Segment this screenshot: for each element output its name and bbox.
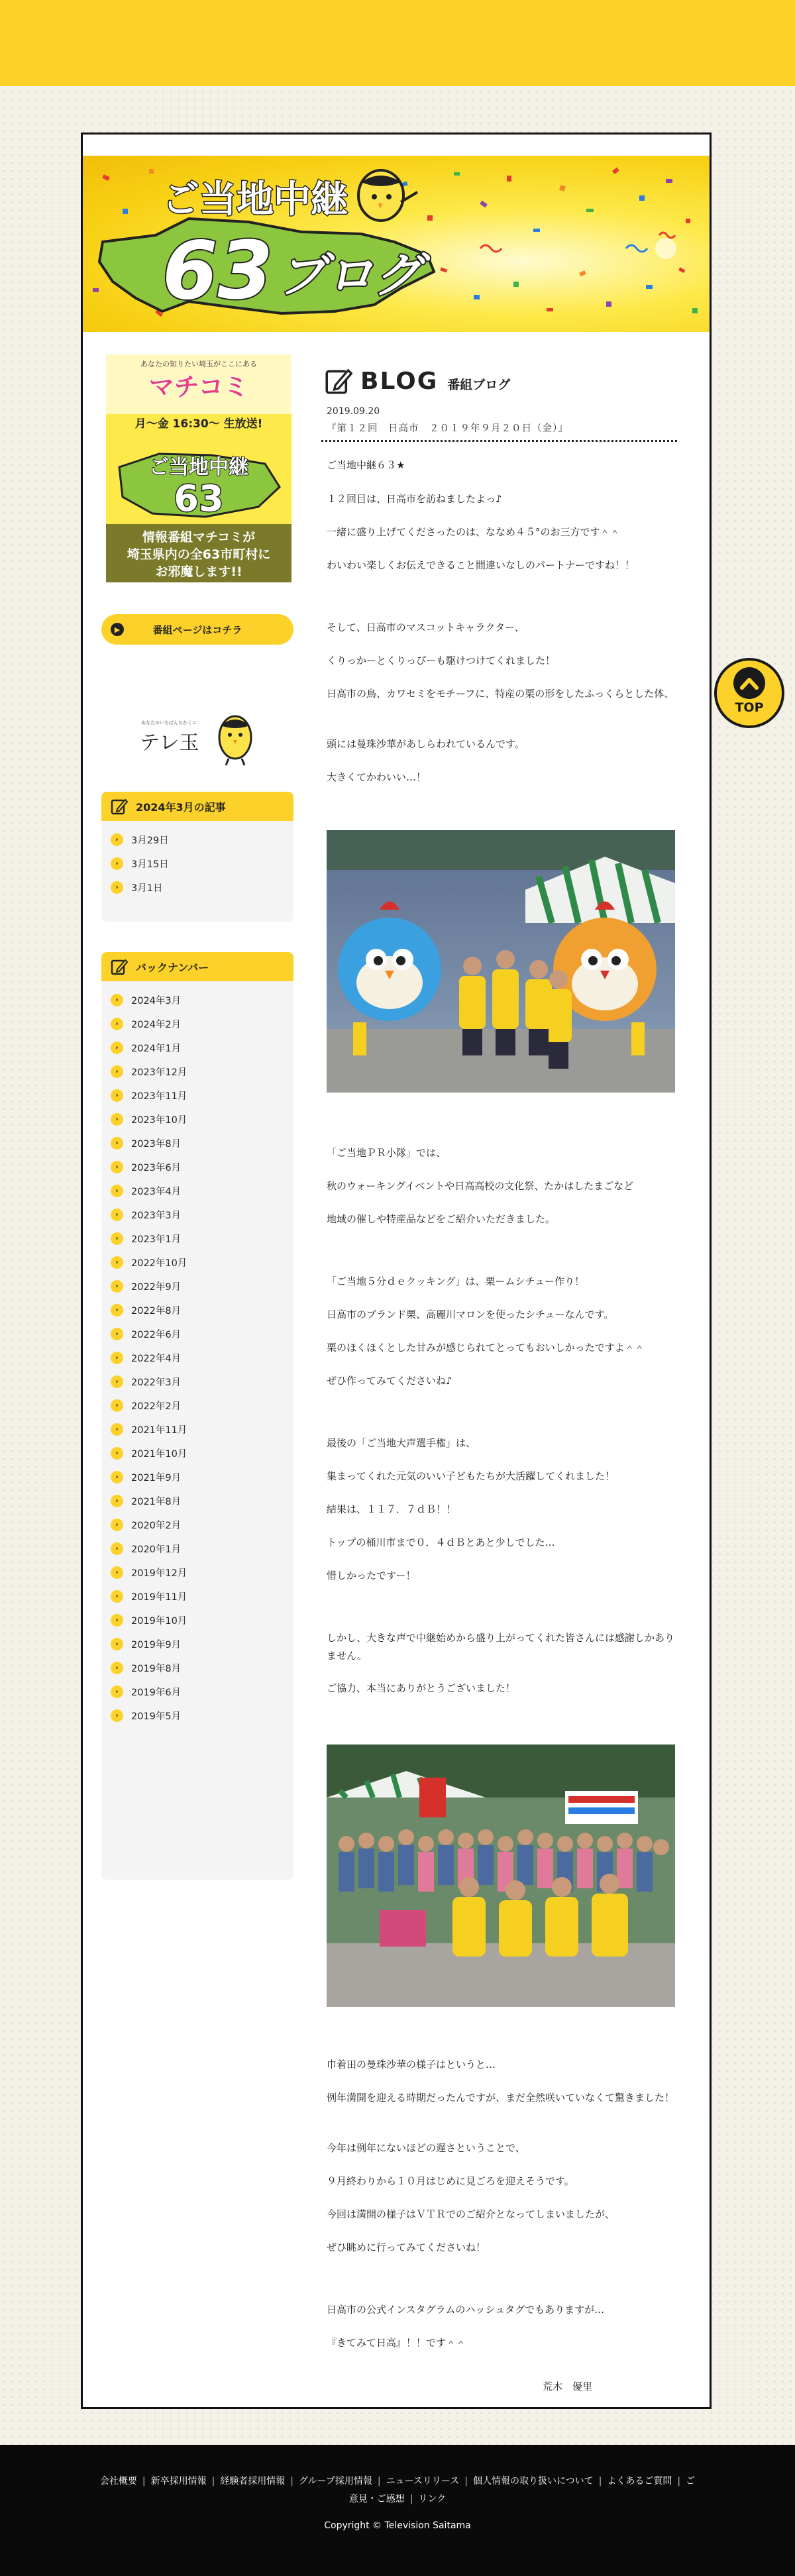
paragraph: 今年は例年にないほどの遅さということで、 — [327, 2142, 525, 2154]
paragraph: そして、日高市のマスコットキャラクター、 — [327, 621, 525, 633]
latest-articles-heading — [101, 792, 293, 821]
archive-link[interactable] — [101, 1226, 293, 1250]
archive-link[interactable] — [101, 1131, 293, 1155]
archive-link[interactable] — [101, 988, 293, 1012]
archive-link-label: 3月29日 — [131, 835, 169, 846]
archive-link[interactable] — [101, 851, 293, 875]
archive-link[interactable] — [101, 1274, 293, 1298]
chevron-right-icon: › — [111, 881, 123, 894]
program-page-link[interactable] — [101, 614, 293, 645]
pen-icon — [111, 958, 128, 975]
archive-link-label: 2023年12月 — [131, 1067, 187, 1078]
archive-link-label: 2022年2月 — [131, 1401, 182, 1412]
archive-link-label: 2022年6月 — [131, 1329, 182, 1340]
chevron-right-icon: › — [111, 1638, 123, 1650]
archive-link-label: 2020年2月 — [131, 1520, 182, 1531]
archive-link-label: 2019年8月 — [131, 1663, 182, 1674]
archive-link[interactable] — [101, 1012, 293, 1036]
archive-link-label: 2023年3月 — [131, 1210, 182, 1221]
backnumber-heading — [101, 952, 293, 981]
chevron-right-icon: ▶ — [111, 623, 124, 636]
paragraph: 日高市の公式インスタグラムのハッシュタグでもありますが… — [327, 2304, 605, 2316]
footer-separator: | — [142, 2476, 146, 2487]
archive-link[interactable] — [101, 1059, 293, 1083]
archive-link[interactable] — [101, 1560, 293, 1584]
paragraph: 『きてみて日高』！！です＾＾ — [327, 2337, 466, 2349]
paragraph: しかし、大きな声で中継始めから盛り上がってくれた皆さんには感謝しかありません。 — [327, 1632, 675, 1662]
paragraph: わいわい楽しくお伝えできること間違いなしのパートナーですね！！ — [327, 559, 635, 571]
paragraph: 惜しかったですー！ — [327, 1570, 416, 1582]
chevron-right-icon: › — [111, 833, 123, 846]
chevron-right-icon: › — [111, 1662, 123, 1674]
chevron-right-icon: › — [111, 1256, 123, 1269]
archive-link-label: 2023年10月 — [131, 1114, 187, 1126]
program-link-label: 番組ページはコチラ — [152, 623, 242, 636]
archive-link[interactable] — [101, 1608, 293, 1632]
blog-heading-subtitle: 番組ブログ — [447, 377, 511, 392]
archive-link-label: 2021年8月 — [131, 1496, 182, 1507]
chevron-right-icon: › — [111, 1065, 123, 1078]
footer-separator: | — [598, 2476, 602, 2487]
footer-separator: | — [677, 2476, 681, 2487]
archive-link[interactable] — [101, 828, 293, 851]
paragraph: 集まってくれた元気のいい子どもたちが大活躍してくれました！ — [327, 1470, 615, 1482]
archive-link-label: 2019年9月 — [131, 1639, 182, 1650]
paragraph: 地域の催しや特産品などをご紹介いただきました。 — [327, 1213, 556, 1225]
paragraph: １２回目は、日高市を訪ねましたよっ♪ — [327, 493, 502, 505]
archive-link-label: 2021年11月 — [131, 1424, 187, 1436]
backnumber-list — [101, 981, 293, 1727]
banner-logo-line1: ご当地中継 — [162, 178, 348, 221]
paragraph: 一緒に盛り上げてくださったのは、ななめ４５°のお三方です＾＾ — [327, 526, 620, 538]
paragraph: 秋のウォーキングイベントや日高高校の文化祭、たかはしたまごなど — [327, 1180, 634, 1192]
archive-link[interactable] — [101, 1536, 293, 1560]
promo-message-line2: 埼玉県内の全63市町村に — [127, 547, 271, 562]
chevron-right-icon: › — [111, 1542, 123, 1555]
promo-corner-number: 63 — [174, 478, 224, 519]
back-to-top-button[interactable] — [714, 658, 784, 728]
copyright: Copyright © Television Saitama — [324, 2520, 471, 2531]
chevron-right-icon: › — [111, 1709, 123, 1722]
archive-link[interactable] — [101, 1584, 293, 1608]
archive-link[interactable] — [101, 1632, 293, 1656]
archive-link[interactable] — [101, 1346, 293, 1369]
chevron-right-icon: › — [111, 1304, 123, 1316]
archive-link[interactable] — [101, 1393, 293, 1417]
archive-link-label: 2022年3月 — [131, 1377, 182, 1388]
chevron-right-icon: › — [111, 1375, 123, 1388]
archive-link[interactable] — [101, 1703, 293, 1727]
chevron-right-icon: › — [111, 857, 123, 870]
archive-link[interactable] — [101, 1179, 293, 1203]
archive-link[interactable] — [101, 1465, 293, 1489]
archive-link[interactable] — [101, 1036, 293, 1059]
archive-link[interactable] — [101, 1489, 293, 1513]
promo-message-line3: お邪魔します!! — [155, 564, 242, 579]
archive-link-label: 2022年8月 — [131, 1305, 182, 1316]
blog-heading-title: BLOG — [360, 367, 439, 395]
blog-banner — [83, 156, 710, 332]
archive-link-label: 2023年1月 — [131, 1234, 182, 1245]
paragraph: 栗のほくほくとした甘みが感じられてとってもおいしかったですよ＾＾ — [327, 1342, 645, 1354]
chevron-right-icon: › — [111, 1089, 123, 1102]
chevron-right-icon: › — [111, 1495, 123, 1507]
paragraph: 「ご当地５分ｄｅクッキング」は、栗ームシチュー作り！ — [327, 1275, 585, 1287]
archive-link-label: 2020年1月 — [131, 1544, 182, 1555]
paragraph: 例年満開を迎える時期だったんですが、まだ全然咲いていなくて驚きました！ — [327, 2092, 675, 2104]
paragraph: トップの桶川市まで０．４ｄＢとあと少しでした… — [327, 1536, 555, 1548]
archive-link[interactable] — [101, 1083, 293, 1107]
chevron-right-icon: › — [111, 1614, 123, 1627]
archive-link-label: 2019年6月 — [131, 1687, 182, 1698]
archive-link[interactable] — [101, 1680, 293, 1703]
archive-link-label: 2024年1月 — [131, 1043, 182, 1054]
archive-link[interactable] — [101, 1417, 293, 1441]
paragraph: 巾着田の曼珠沙華の様子はというと… — [327, 2059, 496, 2070]
footer-link[interactable]: ご意見・ご感想 — [348, 2476, 696, 2504]
latest-articles-box — [101, 792, 293, 922]
footer-links — [99, 2473, 696, 2508]
promo-message-line1: 情報番組マチコミが — [142, 530, 256, 545]
chevron-right-icon: › — [111, 1042, 123, 1054]
banner-logo-number: 63 — [162, 225, 273, 317]
chevron-right-icon: › — [111, 1423, 123, 1436]
teletama-brand-text: テレ玉 — [140, 731, 199, 755]
archive-link-label: 2019年11月 — [131, 1591, 187, 1603]
photo-mascots-with-guests — [327, 830, 675, 1093]
archive-link-label: 3月1日 — [131, 883, 163, 894]
chevron-right-icon: › — [111, 1590, 123, 1603]
paragraph: ９月終わりから１０月はじめに見ごろを迎えそうです。 — [327, 2175, 574, 2187]
footer-link[interactable]: グループ採用情報 — [299, 2476, 372, 2487]
backnumber-heading-text: バックナンバー — [136, 961, 209, 974]
chevron-right-icon: › — [111, 1280, 123, 1293]
chevron-right-icon: › — [111, 1208, 123, 1221]
archive-link-label: 2022年10月 — [131, 1258, 187, 1269]
archive-link-label: 3月15日 — [131, 859, 169, 870]
chevron-right-icon: › — [111, 1161, 123, 1173]
archive-link-label: 2023年11月 — [131, 1091, 187, 1102]
post-title: 『第１２回 日高市 ２０１９年９月２０日（金）』 — [327, 423, 568, 434]
paragraph: 日高市の鳥、カワセミをモチーフに、特産の栗の形をしたふっくらとした体、 — [327, 688, 674, 700]
blog-heading — [325, 365, 510, 397]
archive-link[interactable] — [101, 1441, 293, 1465]
post-date: 2019.09.20 — [327, 406, 380, 417]
chevron-right-icon: › — [111, 1471, 123, 1483]
latest-articles-list — [101, 821, 293, 899]
photo-crowd-group-shot — [327, 1744, 675, 2007]
paragraph: くりっかーとくりっぴーも駆けつけてくれました！ — [327, 655, 556, 667]
archive-link-label: 2023年8月 — [131, 1138, 182, 1150]
chevron-right-icon: › — [111, 1686, 123, 1698]
promo-corner-name: ご当地中継 — [149, 456, 248, 479]
footer-separator: | — [464, 2476, 468, 2487]
chevron-right-icon: › — [111, 1185, 123, 1197]
chevron-right-icon: › — [111, 1352, 123, 1364]
archive-link-label: 2021年10月 — [131, 1448, 187, 1460]
footer-link[interactable]: ニュースリリース — [386, 2476, 460, 2487]
archive-link[interactable] — [101, 1298, 293, 1322]
footer-link[interactable]: 新卒採用情報 — [150, 2476, 207, 2487]
chevron-right-icon: › — [111, 1137, 123, 1150]
archive-link-label: 2019年12月 — [131, 1568, 187, 1579]
chevron-right-icon: › — [111, 1232, 123, 1245]
archive-link-label: 2019年10月 — [131, 1615, 187, 1627]
promo-tagline: あなたの知りたい埼玉がここにある — [140, 360, 257, 368]
footer-link[interactable]: よくあるご質問 — [607, 2476, 672, 2487]
paragraph: ご当地中継６３★ — [327, 459, 405, 471]
archive-link[interactable] — [101, 1656, 293, 1680]
footer-link[interactable]: 会社概要 — [99, 2476, 137, 2487]
paragraph: 頭には曼珠沙華があしらわれているんです。 — [327, 738, 525, 750]
paragraph: 「ご当地ＰＲ小隊」では、 — [327, 1147, 447, 1159]
banner-logo-line2: ブログ — [278, 247, 422, 303]
chevron-right-icon: › — [111, 994, 123, 1006]
archive-link-label: 2024年3月 — [131, 995, 182, 1006]
paragraph: ぜひ眺めに行ってみてくださいね！ — [327, 2241, 486, 2253]
paragraph: ご協力、本当にありがとうございました！ — [327, 1682, 516, 1694]
archive-link-label: 2023年6月 — [131, 1162, 182, 1173]
mascot-bird-icon — [358, 170, 417, 221]
machikomi-promo-banner[interactable] — [106, 354, 292, 582]
chevron-right-icon: › — [111, 1447, 123, 1460]
backnumber-box — [101, 952, 293, 1880]
latest-heading-text: 2024年3月の記事 — [136, 800, 226, 814]
top-header-bar — [0, 0, 795, 86]
pen-icon — [325, 367, 352, 395]
site-footer — [0, 2445, 795, 2576]
footer-link[interactable]: 経験者採用情報 — [220, 2476, 286, 2487]
chevron-right-icon: › — [111, 1113, 123, 1126]
footer-link[interactable]: 個人情報の取り扱いについて — [472, 2476, 594, 2487]
teletama-small-text: あなたのいちばんちかくに — [141, 720, 197, 725]
archive-link[interactable] — [101, 1513, 293, 1536]
blog-frame — [81, 133, 712, 2409]
archive-link[interactable] — [101, 1369, 293, 1393]
chevron-right-icon: › — [111, 1018, 123, 1030]
archive-link-label: 2022年9月 — [131, 1281, 182, 1293]
archive-link-label: 2022年4月 — [131, 1353, 182, 1364]
paragraph: 日高市のブランド栗、高麗川マロンを使ったシチューなんです。 — [327, 1309, 614, 1320]
chevron-right-icon: › — [111, 1399, 123, 1412]
promo-schedule: 月〜金 16:30〜 生放送! — [134, 417, 263, 431]
chevron-right-icon: › — [111, 1566, 123, 1579]
teletama-mascot-icon — [219, 716, 251, 765]
paragraph: 最後の「ご当地大声選手権」は、 — [327, 1437, 476, 1449]
top-button-label: TOP — [735, 700, 764, 715]
archive-link-label: 2024年2月 — [131, 1019, 182, 1030]
paragraph: 今回は満開の様子はＶＴＲでのご紹介となってしまいましたが、 — [327, 2208, 615, 2220]
paragraph: 結果は、１１７．７ｄＢ！！ — [327, 1503, 456, 1515]
chevron-right-icon: › — [111, 1519, 123, 1531]
archive-link[interactable] — [101, 875, 293, 899]
footer-separator: | — [409, 2494, 413, 2504]
footer-separator: | — [290, 2476, 294, 2487]
title-divider — [321, 440, 677, 442]
chevron-right-icon: › — [111, 1328, 123, 1340]
footer-link[interactable]: リンク — [418, 2494, 447, 2504]
teletama-logo[interactable] — [136, 696, 262, 769]
archive-link[interactable] — [101, 1203, 293, 1226]
footer-separator: | — [377, 2476, 381, 2487]
archive-link[interactable] — [101, 1155, 293, 1179]
archive-link[interactable] — [101, 1107, 293, 1131]
footer-separator: | — [211, 2476, 215, 2487]
archive-link-label: 2021年9月 — [131, 1472, 182, 1483]
paragraph: 大きくてかわいい…！ — [327, 771, 427, 783]
paragraph: ぜひ作ってみてくださいね♪ — [327, 1375, 452, 1387]
promo-show-name: マチコミ — [148, 372, 249, 402]
author-signature: 荒木 優里 — [542, 2381, 592, 2392]
archive-link[interactable] — [101, 1322, 293, 1346]
archive-link-label: 2023年4月 — [131, 1186, 182, 1197]
chevron-up-icon — [733, 667, 765, 699]
archive-link-label: 2019年5月 — [131, 1711, 182, 1722]
pen-icon — [111, 798, 128, 815]
archive-link[interactable] — [101, 1250, 293, 1274]
